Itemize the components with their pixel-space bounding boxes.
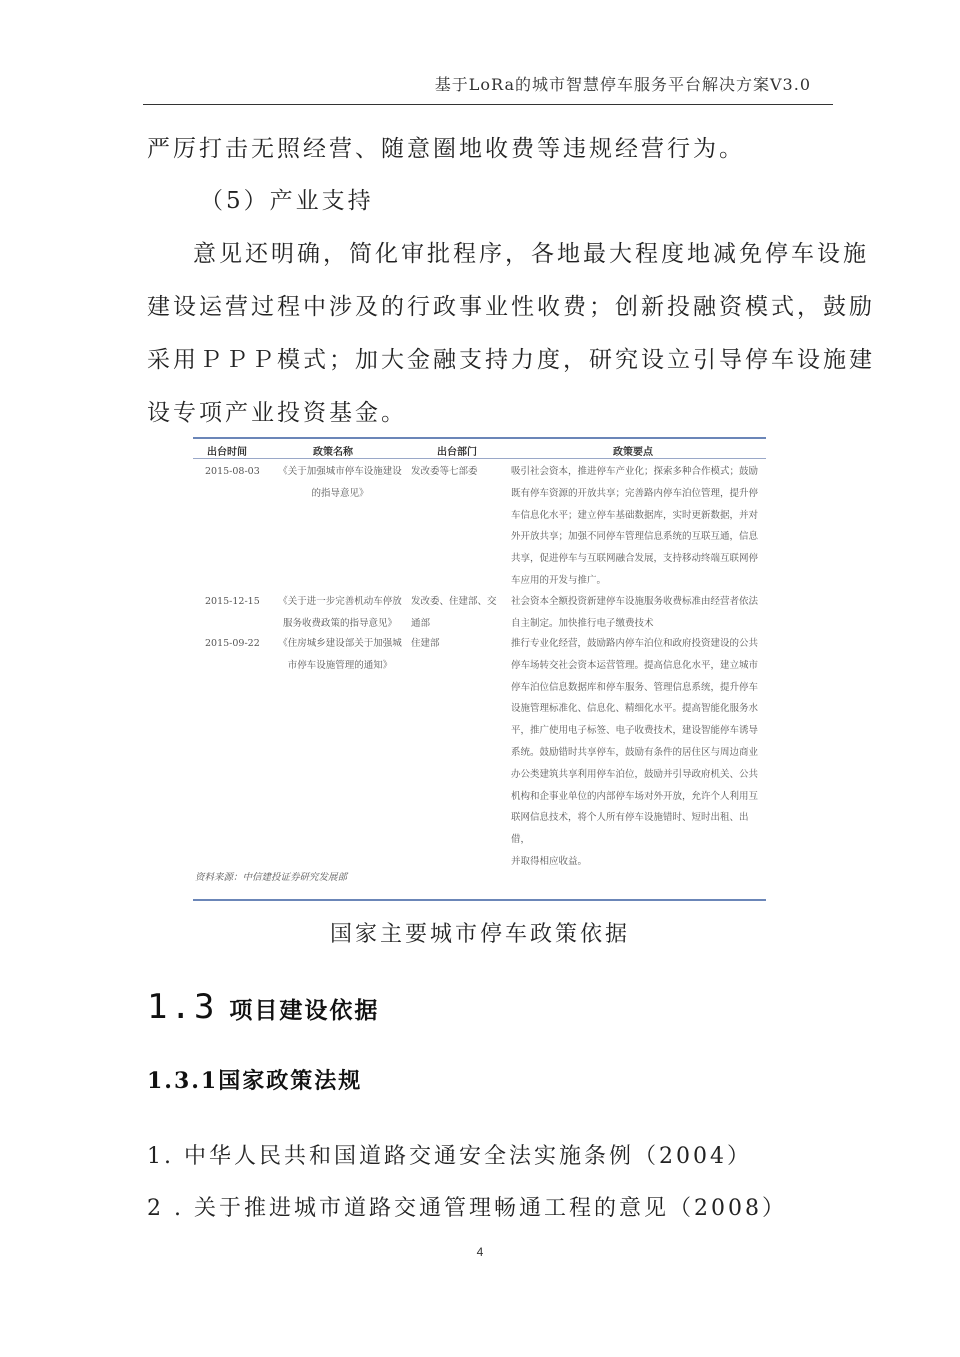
table-row-1-points-line: 吸引社会资本，推进停车产业化；探索多种合作模式；鼓励 (511, 466, 759, 477)
table-source-note: 资料来源：中信建投证券研究发展部 (195, 872, 348, 883)
table-row-1-points-line: 既有停车资源的开放共享；完善路内停车泊位管理，提升停 (511, 487, 759, 499)
table-row-1-points-line: 车应用的开发与推广。 (511, 574, 607, 586)
table-row-2-dept-line: 通部 (411, 617, 431, 629)
table-row-3-points-line: 停车泊位信息数据库和停车服务、管理信息系统，提升停车 (511, 681, 759, 693)
table-row-3-points-line: 并取得相应收益。 (511, 855, 588, 867)
table-caption: 国家主要城市停车政策依据 (329, 922, 630, 947)
table-header-dept: 出台部门 (437, 447, 477, 458)
table-row-3-points-line: 联网信息技术，将个人所有停车设施错时、短时出租、出借， (511, 812, 749, 846)
table-row-3-name (275, 633, 405, 677)
policy-table (193, 437, 766, 901)
body-paragraph-line-4: 设专项产业投资基金。 (147, 400, 407, 426)
table-bottom-rule (193, 899, 766, 901)
table-row-1-name-line: 的指导意见》 (311, 487, 369, 499)
table-row-3-name-line: 《住房城乡建设部关于加强城 (278, 638, 402, 649)
table-row-2-points (511, 591, 758, 635)
table-row-2-name-line: 《关于进一步完善机动车停放 (278, 596, 402, 607)
page-header (143, 66, 833, 105)
table-row-3-points-line: 推行专业化经营，鼓励路内停车泊位和政府投资建设的公共 (511, 638, 759, 649)
list-item: 1. 中华人民共和国道路交通安全法实施条例（2004） (147, 1144, 752, 1169)
table-header-date: 出台时间 (207, 447, 247, 458)
table-header-name: 政策名称 (313, 447, 353, 458)
body-paragraph-line-3: 采用ＰＰＰ模式；加大金融支持力度，研究设立引导停车设施建 (147, 347, 875, 373)
section-title: 项目建设依据 (229, 997, 380, 1024)
body-paragraph-line-2: 建设运营过程中涉及的行政事业性收费；创新投融资模式，鼓励 (147, 294, 875, 320)
table-row-3-points (511, 633, 766, 873)
table-row-2-date: 2015-12-15 (205, 596, 260, 607)
table-row-1-points-line: 共享，促进停车与互联网融合发展，支持移动终端互联网停 (511, 553, 759, 565)
table-row-2-points-line: 自主制定。加快推行电子缴费技术 (511, 617, 654, 629)
table-row-2-name (275, 591, 405, 635)
table-row-3-points-line: 办公类建筑共享利用停车泊位，鼓励并引导政府机关、公共 (511, 768, 759, 780)
table-row-3-date: 2015-09-22 (205, 638, 260, 649)
table-row-3-points-line: 停车场转交社会资本运营管理。提高信息化水平，建立城市 (511, 659, 759, 671)
table-row-1-name (275, 461, 405, 505)
table-row-3-points-line: 设施管理标准化、信息化、精细化水平。提高智能化服务水 (511, 703, 759, 715)
section-number: 1.3 (147, 987, 218, 1027)
table-row-3-points-line: 平，推广使用电子标签、电子收费技术，建设智能停车诱导 (511, 725, 759, 737)
subsection-heading: 1.3.1国家政策法规 (147, 1068, 363, 1094)
table-row-3-dept: 住建部 (411, 638, 440, 649)
table-row-1-name-line: 《关于加强城市停车设施建设 (278, 466, 402, 477)
header-title: 基于LoRa的城市智慧停车服务平台解决方案V3.0 (434, 75, 811, 94)
table-row-3-points-line: 机构和企事业单位的内部停车场对外开放，允许个人利用互 (511, 790, 759, 802)
table-row-2-dept (411, 591, 497, 635)
body-paragraph-line-1: 意见还明确，简化审批程序，各地最大程度地减免停车设施 (193, 241, 869, 267)
table-header-rule (193, 458, 766, 459)
table-row-1-points-line: 外开放共享；加强不同停车管理信息系统的互联互通，信息 (511, 531, 759, 543)
table-row-3-points-line: 系统。鼓励错时共享停车，鼓励有条件的居住区与周边商业 (511, 746, 759, 758)
table-row-2-name-line: 服务收费政策的指导意见》 (282, 617, 397, 629)
table-row-3-name-line: 市停车设施管理的通知》 (287, 659, 393, 671)
table-row-2-points-line: 社会资本全额投资新建停车设施服务收费标准由经营者依法 (511, 596, 759, 607)
table-row-1-date: 2015-08-03 (205, 466, 260, 477)
table-row-1-points-line: 车信息化水平；建立停车基础数据库，实时更新数据，并对 (511, 509, 759, 521)
list-item: 2 . 关于推进城市道路交通管理畅通工程的意见（2008） (147, 1196, 787, 1221)
table-row-1-dept: 发改委等七部委 (411, 466, 478, 477)
page-number: 4 (476, 1245, 484, 1259)
table-top-rule (193, 437, 766, 439)
body-line-0: 严厉打击无照经营、随意圈地收费等违规经营行为。 (147, 136, 745, 162)
table-row-1-points (511, 461, 758, 592)
table-row-2-dept-line: 发改委、住建部、交 (411, 596, 497, 607)
section-heading (147, 987, 379, 1027)
table-header-points: 政策要点 (613, 447, 653, 458)
subheading-industry-support: （5）产业支持 (200, 188, 374, 214)
